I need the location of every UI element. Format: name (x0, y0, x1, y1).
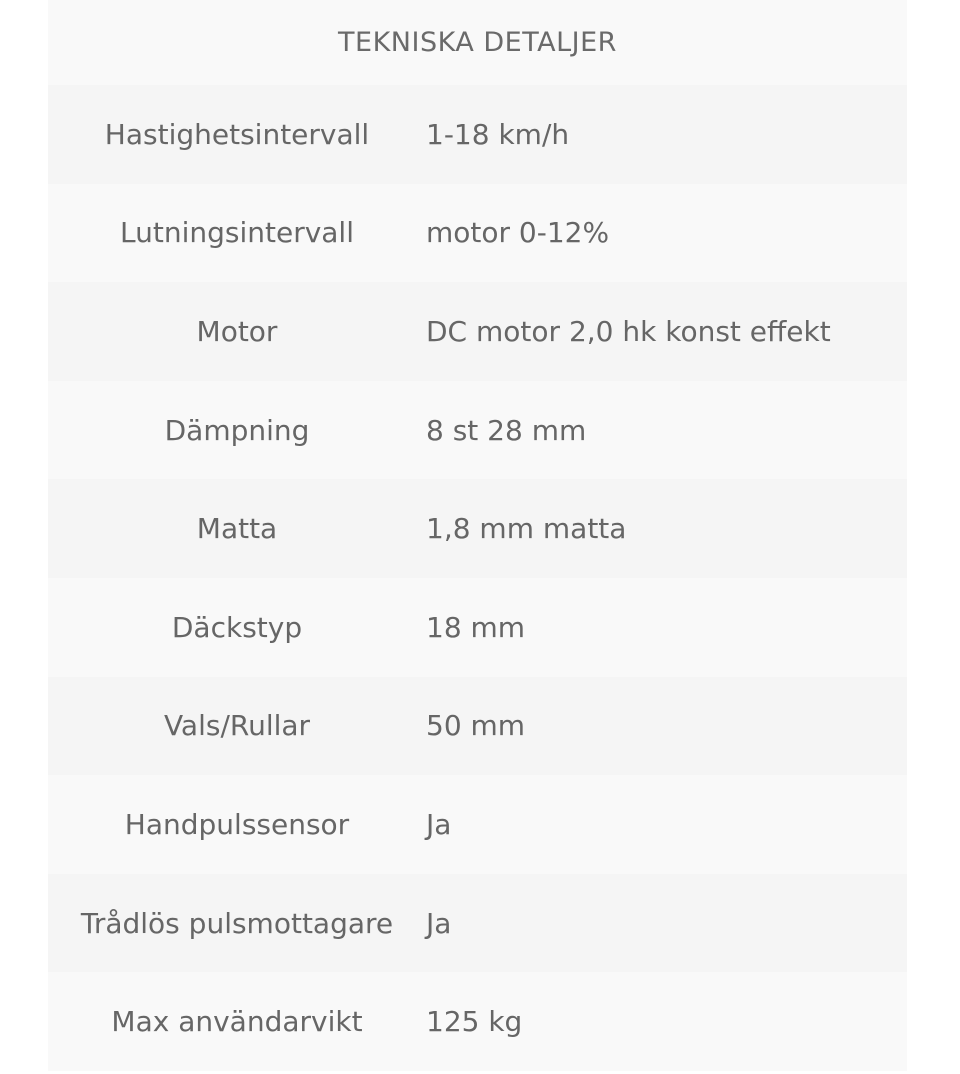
row-label: Max användarvikt (111, 1005, 363, 1039)
row-label: Hastighetsintervall (104, 117, 370, 151)
row-label: Vals/Rullar (163, 709, 311, 743)
row-value: DC motor 2,0 hk konst effekt (426, 314, 831, 348)
table-row (48, 677, 907, 776)
table-row (48, 184, 907, 283)
row-value: motor 0-12% (426, 216, 610, 250)
row-label: Däckstyp (171, 610, 303, 644)
row-value: 125 kg (426, 1005, 523, 1039)
row-label: Trådlös pulsmottagare (80, 906, 394, 940)
row-value: 1,8 mm matta (426, 512, 627, 546)
table-row (48, 972, 907, 1071)
row-label: Handpulssensor (124, 807, 350, 841)
row-value: Ja (426, 906, 452, 940)
row-label: Dämpning (164, 413, 310, 447)
row-value: 50 mm (426, 709, 526, 743)
table-row (48, 479, 907, 578)
table-title: TEKNISKA DETALJER (48, 0, 907, 85)
table-row (48, 282, 907, 381)
row-value: Ja (426, 807, 452, 841)
table-row (48, 578, 907, 677)
table-row (48, 874, 907, 973)
row-label: Lutningsintervall (120, 216, 354, 250)
row-label: Matta (196, 512, 278, 546)
table-row (48, 775, 907, 874)
row-label: Motor (196, 314, 278, 348)
row-value: 1-18 km/h (426, 117, 570, 151)
technical-details-table (48, 0, 907, 1071)
row-value: 18 mm (426, 610, 526, 644)
row-value: 8 st 28 mm (426, 413, 587, 447)
table-row (48, 381, 907, 480)
table-row (48, 85, 907, 184)
